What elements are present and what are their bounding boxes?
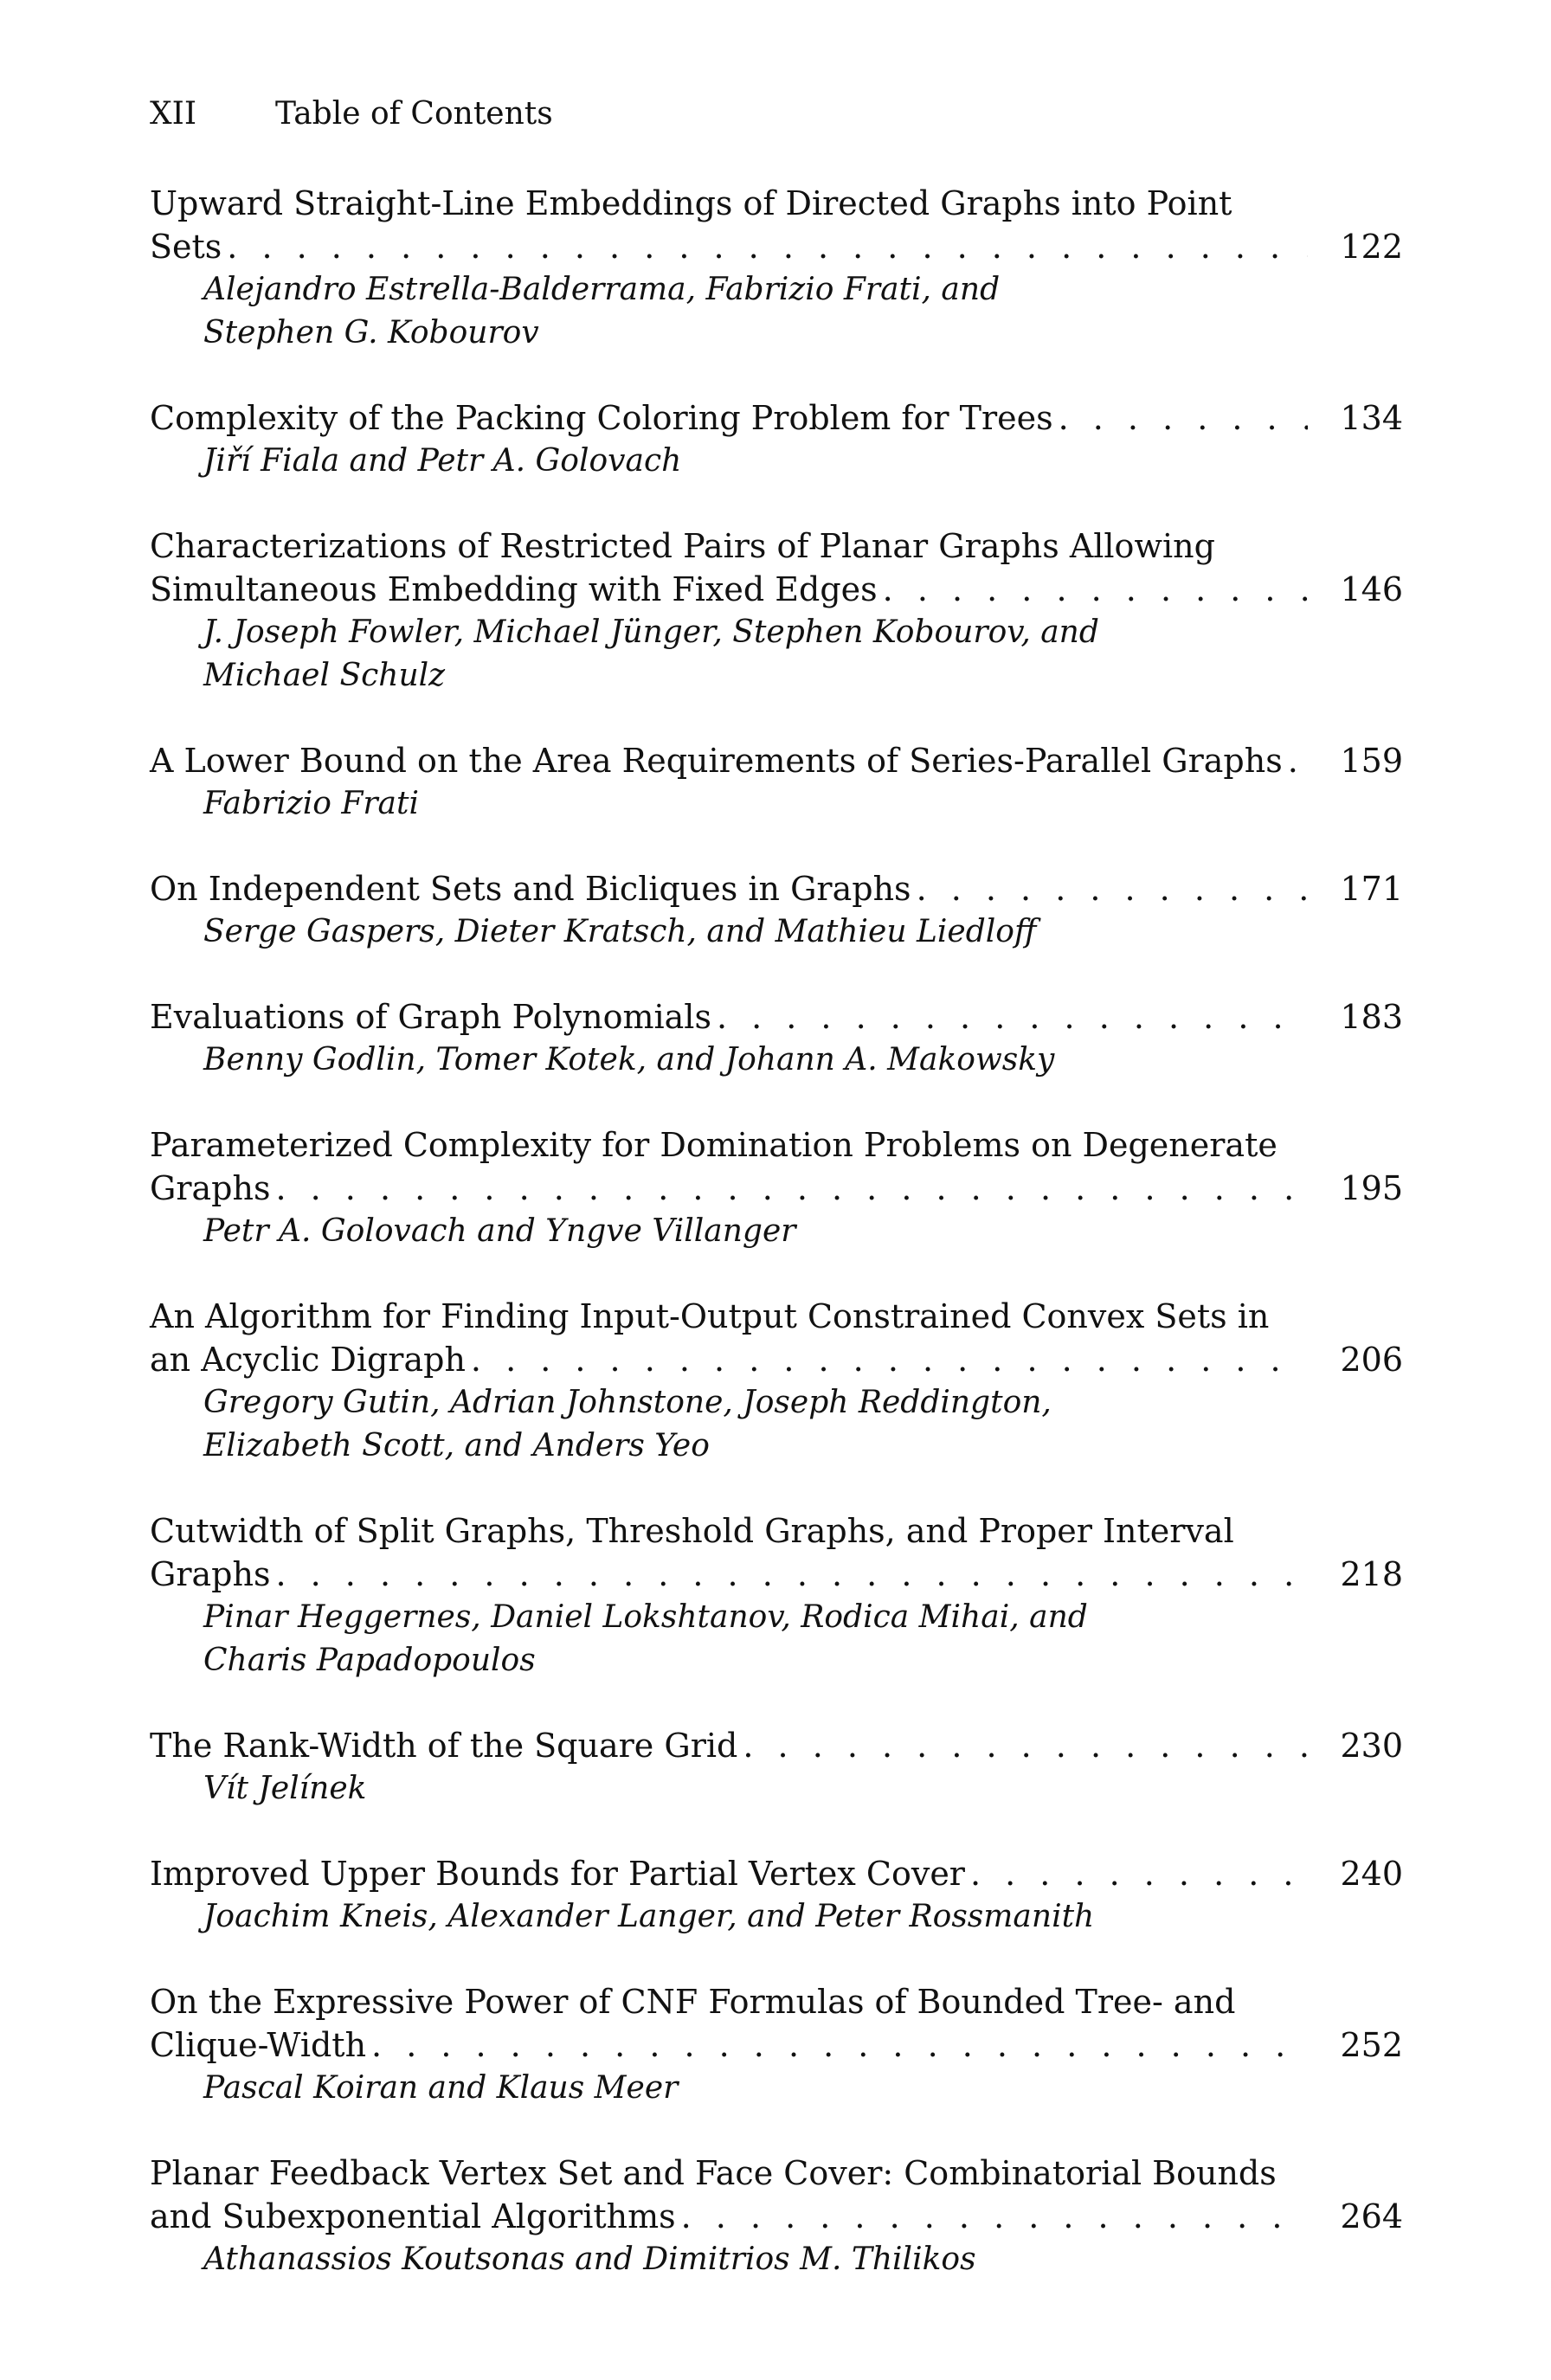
entry-title-leader-row [150, 2023, 1403, 2067]
dot-leader [466, 1338, 1308, 1381]
entry-title-last-line: The Rank-Width of the Square Grid [150, 1727, 738, 1765]
entry-title-leader-row [150, 1724, 1403, 1767]
entry-title-last-line: Complexity of the Packing Coloring Problem for Trees [150, 399, 1053, 437]
entry-title-leader-row [150, 225, 1403, 268]
entry-authors: Stephen G. Kobourov [203, 315, 539, 351]
toc-entry[interactable] [150, 739, 1403, 826]
page-number: 134 [1340, 399, 1403, 437]
entry-title-leader-row [150, 568, 1403, 611]
toc-entry[interactable] [150, 1123, 1403, 1253]
entry-title-leader-row [150, 2195, 1403, 2238]
page-number: 183 [1340, 998, 1403, 1036]
entry-authors: Gregory Gutin, Adrian Johnstone, Joseph Reddington, [203, 1385, 1052, 1420]
entry-title-last-line: an Acyclic Digraph [150, 1341, 466, 1379]
page-number: 218 [1340, 1555, 1403, 1593]
page-number: 264 [1340, 2197, 1403, 2235]
entry-title-last-line: Evaluations of Graph Polynomials [150, 998, 711, 1036]
entry-authors: Fabrizio Frati [203, 786, 419, 821]
entry-authors: Petr A. Golovach and Yngve Villanger [203, 1213, 796, 1249]
toc-entry[interactable] [150, 1295, 1403, 1468]
toc-entry[interactable] [150, 182, 1403, 355]
entry-title-line: Characterizations of Restricted Pairs of Planar Graphs Allowing [150, 527, 1215, 565]
entry-authors: Pascal Koiran and Klaus Meer [203, 2070, 679, 2106]
entry-title-last-line: and Subexponential Algorithms [150, 2197, 676, 2235]
entry-title-leader-row [150, 995, 1403, 1039]
dot-leader [711, 995, 1308, 1039]
entry-authors: Benny Godlin, Tomer Kotek, and Johann A. Makowsky [203, 1042, 1055, 1077]
page-number: 206 [1340, 1341, 1403, 1379]
running-head [150, 93, 553, 135]
page-number: 240 [1340, 1855, 1403, 1893]
entry-authors: Alejandro Estrella-Balderrama, Fabrizio Frati, and [203, 272, 1001, 307]
dot-leader [911, 867, 1308, 910]
entry-title-leader-row [150, 739, 1403, 782]
toc-entry[interactable] [150, 1509, 1403, 1682]
toc-entry[interactable] [150, 2152, 1403, 2281]
dot-leader [965, 1852, 1308, 1895]
dot-leader [270, 1553, 1308, 1596]
toc-entry[interactable] [150, 867, 1403, 954]
page-number: 230 [1340, 1727, 1403, 1765]
entry-authors: Joachim Kneis, Alexander Langer, and Peter Rossmanith [203, 1899, 1095, 1934]
entry-authors: Charis Papadopoulos [203, 1643, 536, 1678]
dot-leader [222, 225, 1308, 268]
entry-title-last-line: On Independent Sets and Bicliques in Graphs [150, 870, 911, 908]
toc-entry[interactable] [150, 396, 1403, 483]
entry-authors: Pinar Heggernes, Daniel Lokshtanov, Rodica Mihai, and [203, 1599, 1088, 1635]
dot-leader [878, 568, 1308, 611]
entry-title-last-line: Improved Upper Bounds for Partial Vertex Cover [150, 1855, 965, 1893]
toc-entry[interactable] [150, 1852, 1403, 1939]
entry-title-leader-row [150, 396, 1403, 440]
entry-title-last-line: Graphs [150, 1555, 271, 1593]
entry-authors: Michael Schulz [203, 658, 446, 693]
entry-title-leader-row [150, 1852, 1403, 1895]
entry-title-leader-row [150, 1167, 1403, 1210]
entry-authors: J. Joseph Fowler, Michael Jünger, Stephen Kobourov, and [203, 614, 1099, 650]
dot-leader [1053, 396, 1308, 440]
toc-entry[interactable] [150, 995, 1403, 1082]
entry-authors: Serge Gaspers, Dieter Kratsch, and Mathieu Liedloff [203, 914, 1037, 949]
page-number: 171 [1340, 870, 1403, 908]
page-number: 195 [1340, 1169, 1403, 1207]
entry-title-last-line: Simultaneous Embedding with Fixed Edges [150, 570, 878, 608]
page-number: 252 [1340, 2026, 1403, 2064]
entry-title-line: Cutwidth of Split Graphs, Threshold Graphs, and Proper Interval [150, 1512, 1234, 1550]
entry-title-leader-row [150, 1338, 1403, 1381]
entry-title-leader-row [150, 867, 1403, 910]
running-title: Table of Contents [275, 96, 553, 132]
toc-entry[interactable] [150, 1980, 1403, 2110]
entry-authors: Vít Jelínek [203, 1771, 367, 1806]
entry-authors: Athanassios Koutsonas and Dimitrios M. Thilikos [203, 2242, 976, 2277]
page-number: 146 [1340, 570, 1403, 608]
entry-title-last-line: Sets [150, 228, 222, 266]
dot-leader [366, 2023, 1308, 2067]
dot-leader [737, 1724, 1308, 1767]
toc-entry[interactable] [150, 1724, 1403, 1811]
entry-title-line: Planar Feedback Vertex Set and Face Cover: Combinatorial Bounds [150, 2154, 1277, 2192]
entry-title-line: On the Expressive Power of CNF Formulas of Bounded Tree- and [150, 1983, 1236, 2021]
toc-entry[interactable] [150, 524, 1403, 698]
dot-leader [270, 1167, 1308, 1210]
entry-title-leader-row [150, 1553, 1403, 1596]
dot-leader [676, 2195, 1308, 2238]
entry-title-last-line: A Lower Bound on the Area Requirements of Series-Parallel Graphs [150, 742, 1283, 780]
page-folio: XII [150, 96, 197, 132]
entry-authors: Jiří Fiala and Petr A. Golovach [203, 443, 682, 479]
dot-leader [1283, 739, 1308, 782]
table-of-contents [150, 182, 1403, 2323]
entry-title-line: Parameterized Complexity for Domination Problems on Degenerate [150, 1126, 1277, 1164]
page-number: 122 [1340, 228, 1403, 266]
entry-title-last-line: Clique-Width [150, 2026, 367, 2064]
entry-title-last-line: Graphs [150, 1169, 271, 1207]
entry-title-line: Upward Straight-Line Embeddings of Directed Graphs into Point [150, 184, 1232, 222]
entry-authors: Elizabeth Scott, and Anders Yeo [203, 1428, 710, 1463]
page-number: 159 [1340, 742, 1403, 780]
entry-title-line: An Algorithm for Finding Input-Output Constrained Convex Sets in [150, 1297, 1270, 1335]
